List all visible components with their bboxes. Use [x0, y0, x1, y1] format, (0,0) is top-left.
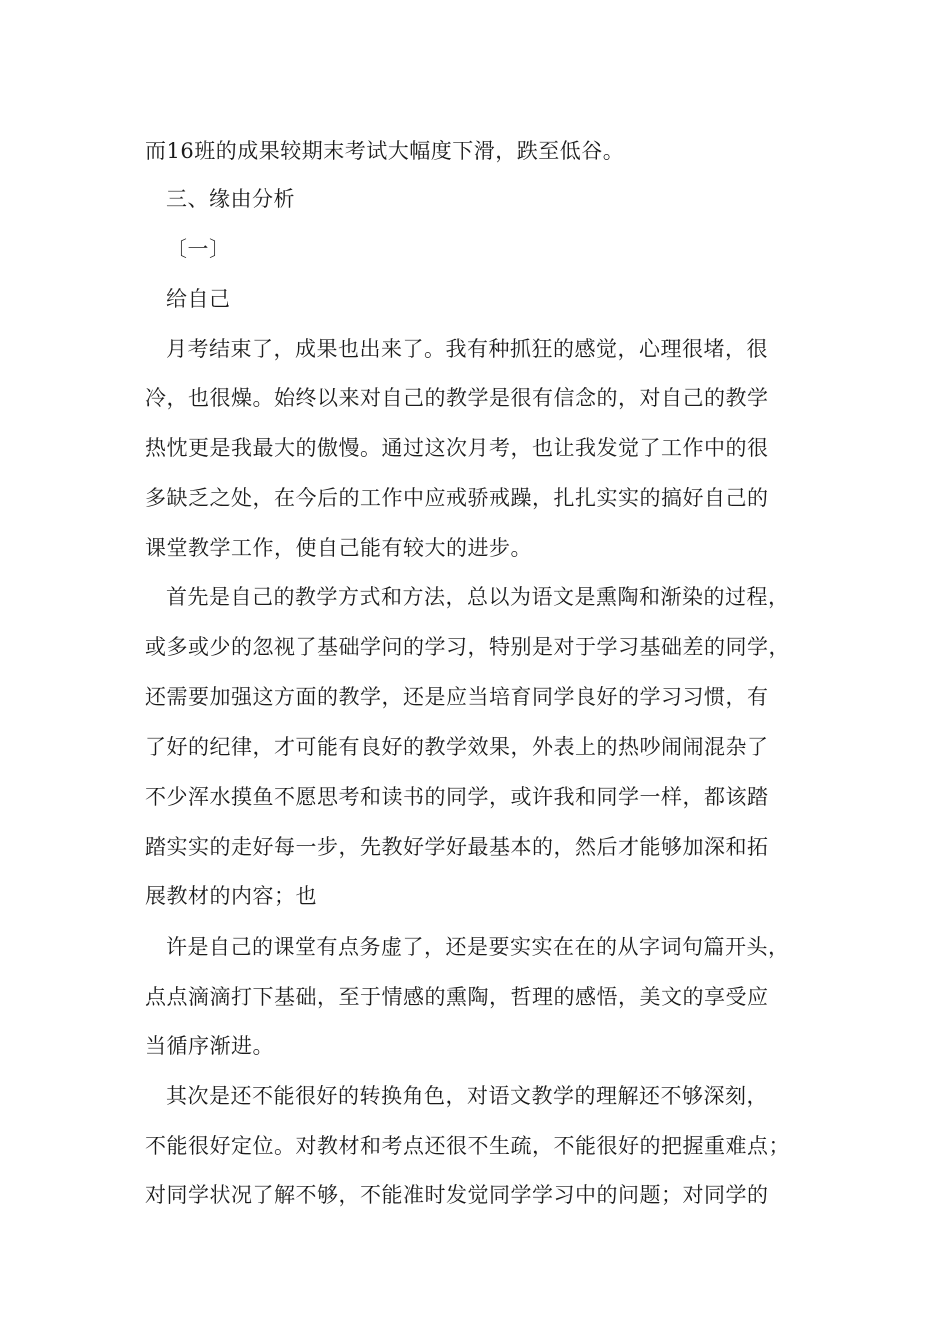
text-line: 其次是还不能很好的转换角色，对语文教学的理解还不够深刻， — [166, 1084, 768, 1108]
text-line: 而16班的成果较期末考试大幅度下滑，跌至低谷。 — [145, 139, 625, 163]
text-line: 多缺乏之处，在今后的工作中应戒骄戒躁，扎扎实实的搞好自己的 — [145, 486, 769, 510]
section-heading: 三、缘由分析 — [166, 187, 295, 211]
text-line: 点点滴滴打下基础，至于情感的熏陶，哲理的感悟，美文的享受应 — [145, 985, 769, 1009]
text-line: 踏实实的走好每一步，先教好学好最基本的，然后才能够加深和拓 — [145, 835, 769, 859]
text-line: 许是自己的课堂有点务虚了，还是要实实在在的从字词句篇开头， — [166, 935, 790, 959]
text-line: 还需要加强这方面的教学，还是应当培育同学良好的学习习惯，有 — [145, 685, 769, 709]
text-line: 对同学状况了解不够，不能准时发觉同学学习中的问题；对同学的 — [145, 1183, 769, 1207]
subsection-marker: 〔一〕 — [166, 237, 231, 261]
text-line: 了好的纪律，才可能有良好的教学效果，外表上的热吵闹闹混杂了 — [145, 735, 769, 759]
text-line: 冷，也很燥。始终以来对自己的教学是很有信念的，对自己的教学 — [145, 386, 769, 410]
text-line: 不能很好定位。对教材和考点还很不生疏，不能很好的把握重难点； — [145, 1134, 790, 1158]
text-line: 展教材的内容；也 — [145, 884, 317, 908]
text-line: 或多或少的忽视了基础学问的学习，特别是对于学习基础差的同学， — [145, 635, 790, 659]
text-line: 月考结束了，成果也出来了。我有种抓狂的感觉，心理很堵，很 — [166, 337, 768, 361]
text-line: 课堂教学工作，使自己能有较大的进步。 — [145, 536, 532, 560]
text-line: 首先是自己的教学方式和方法，总以为语文是熏陶和渐染的过程， — [166, 585, 790, 609]
text-line: 不少浑水摸鱼不愿思考和读书的同学，或许我和同学一样，都该踏 — [145, 785, 769, 809]
text-line: 热忱更是我最大的傲慢。通过这次月考，也让我发觉了工作中的很 — [145, 436, 769, 460]
text-line: 当循序渐进。 — [145, 1034, 274, 1058]
subsection-title: 给自己 — [166, 287, 231, 311]
